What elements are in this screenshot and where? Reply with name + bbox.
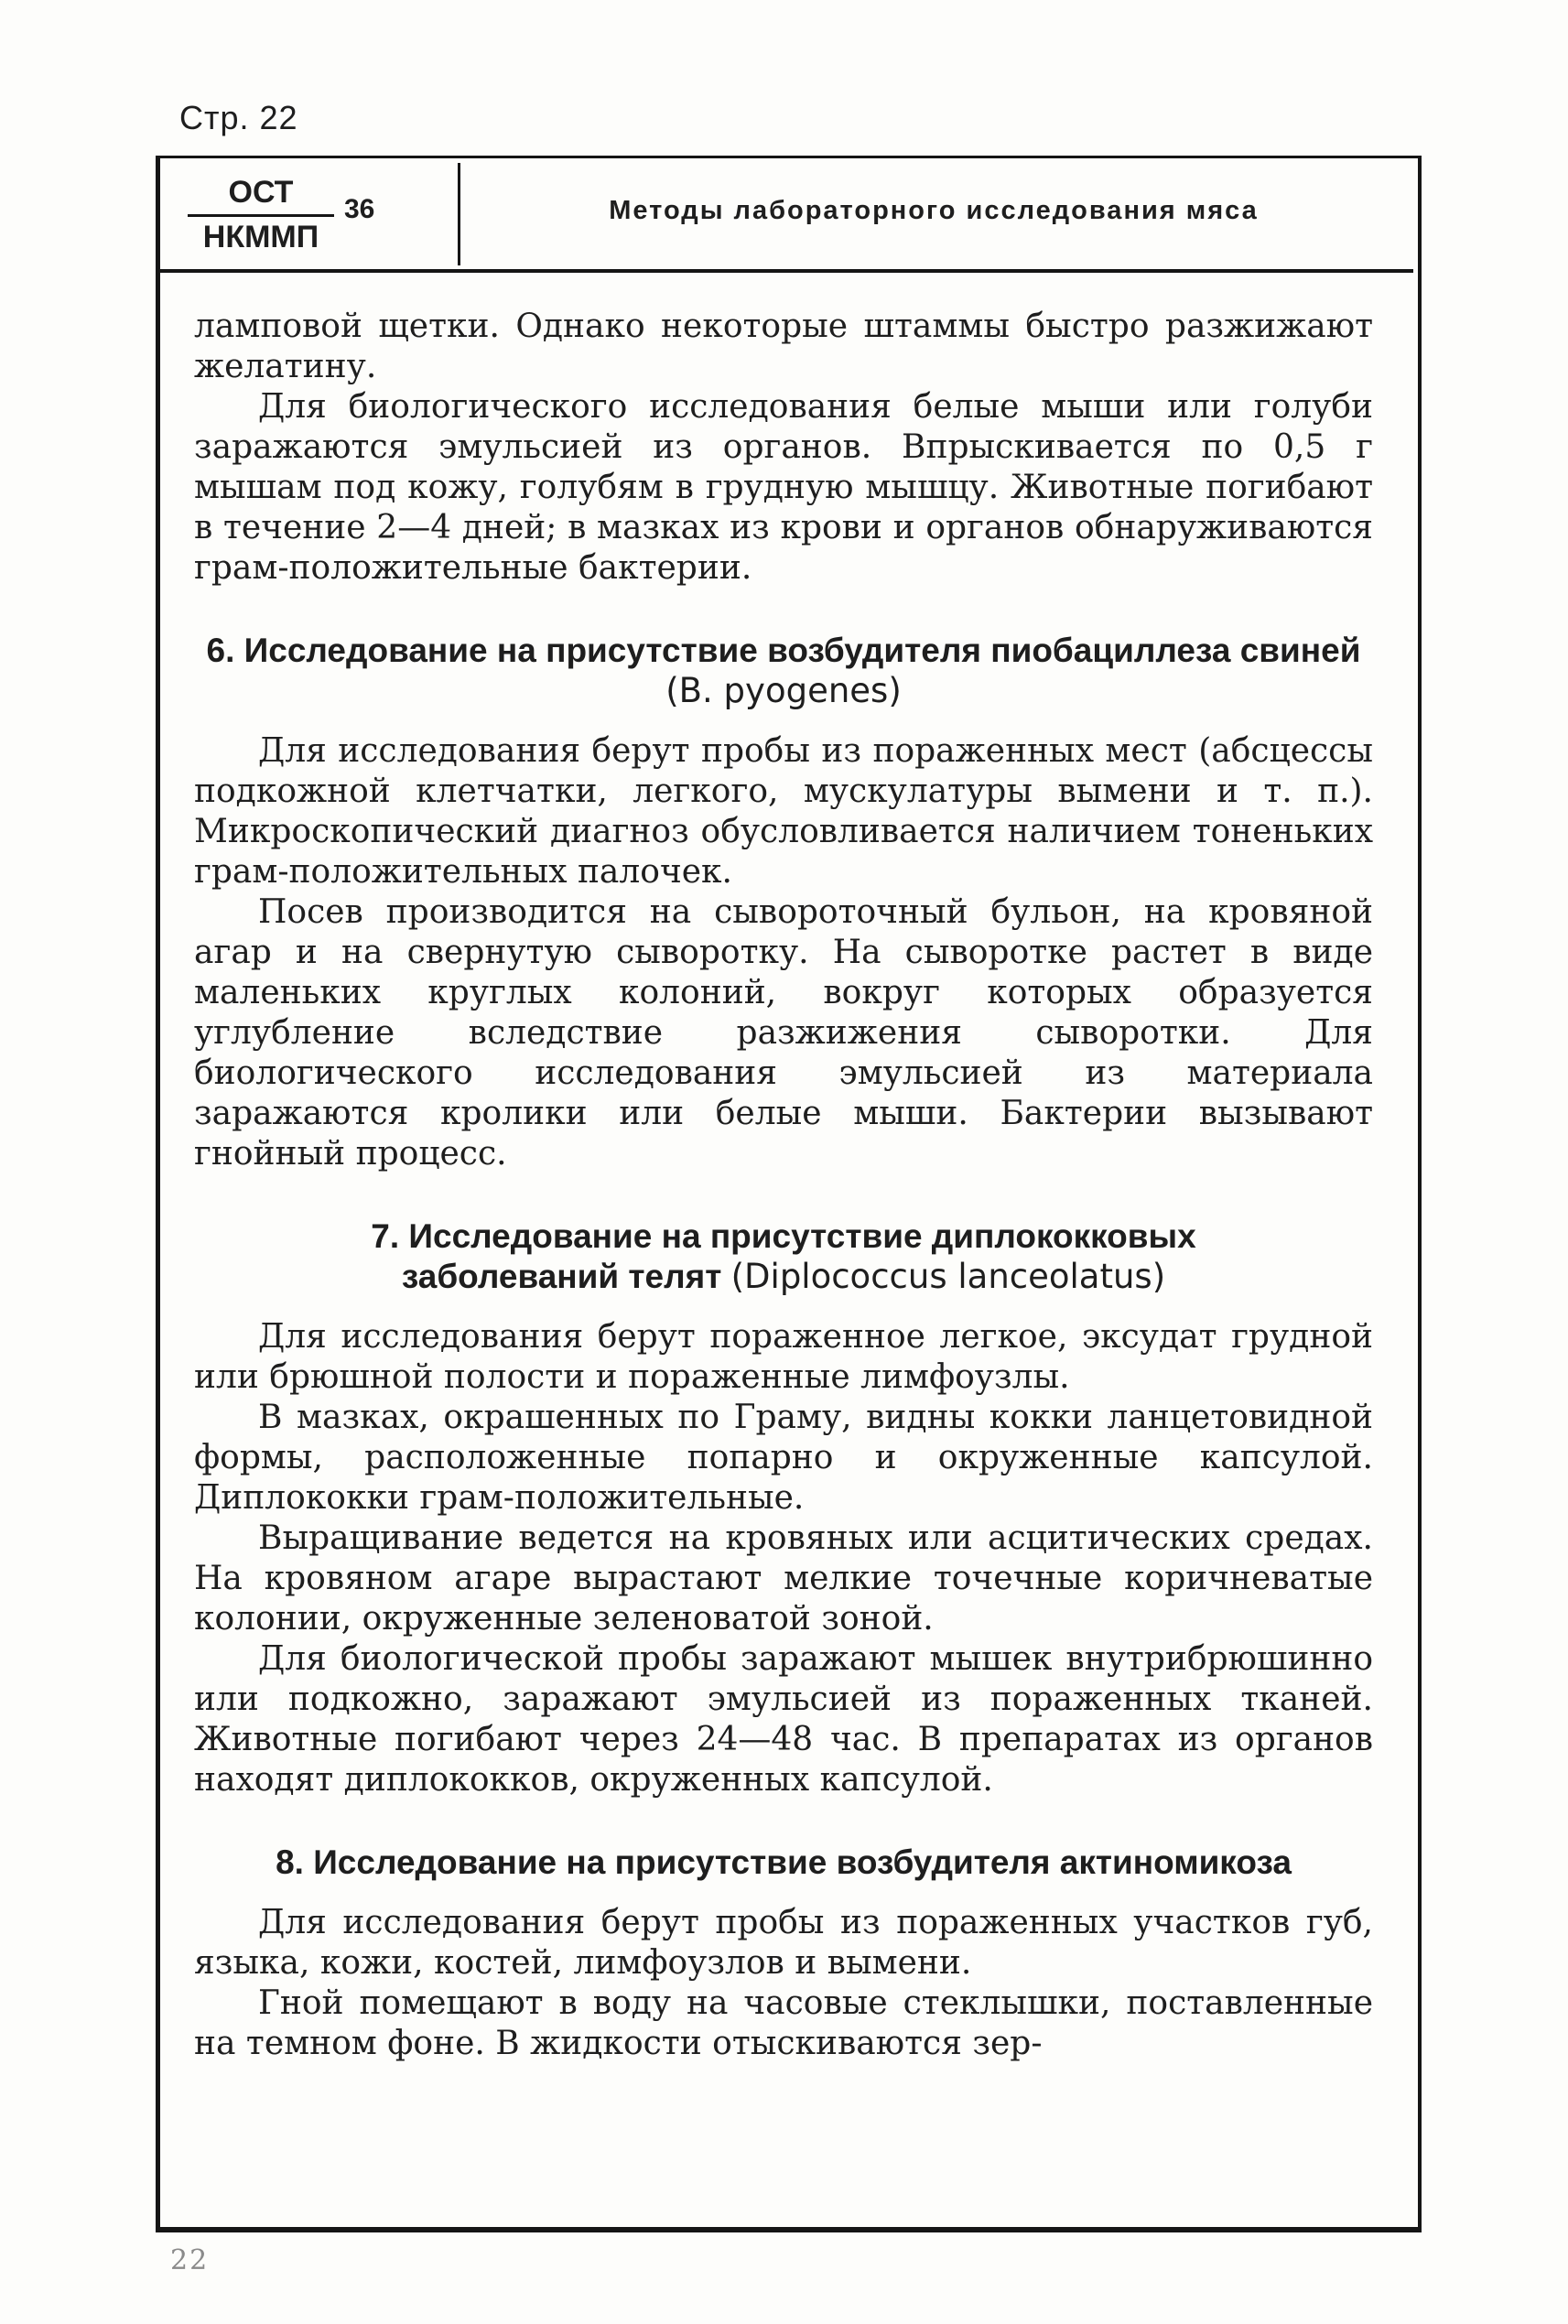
paragraph: Для исследования берут пораженное легкое, эксудат грудной или брюшной полости и пораженные лимфоузлы. (194, 1318, 1373, 1396)
section-heading-6 (194, 631, 1373, 711)
paragraph: В мазках, окрашенных по Граму, видны кокки ланцетовидной формы, расположенные попарно и окруженные капсулой. Диплококки грам-положительные. (194, 1399, 1373, 1517)
heading-text: 6. Исследование на присутствие возбудителя пиобациллеза свиней (206, 632, 1361, 669)
paragraph: Для биологического исследования белые мыши или голуби заражаются эмульсией из органов. Впрыскивается по 0,5 г мышам под кожу, голубям в грудную мышцу. Животные погибают в течение 2—4 дней; в мазках из крови и органов обнаруживаются грам-положительные бактерии. (194, 388, 1373, 587)
footer-mark: 22 (170, 2244, 210, 2276)
heading-latin: (Diplococcus lanceolatus) (730, 1257, 1166, 1296)
paragraph: Гной помещают в воду на часовые стеклышки, поставленные на темном фоне. В жидкости отыскиваются зер- (194, 1984, 1373, 2062)
page-content (194, 307, 1373, 2064)
section-heading-7 (194, 1216, 1373, 1297)
paragraph: Для исследования берут пробы из пораженных участков губ, языка, кожи, костей, лимфоузлов и вымени. (194, 1904, 1373, 1982)
paragraph: Посев производится на сывороточный бульон, на кровяной агар и на свернутую сыворотку. На сыворотке растет в виде маленьких круглых колоний, вокруг которых образуется углубление вследствие разжижения сыворотки. Для биологического исследования эмульсией из материала заражаются кролики или белые мыши. Бактерии вызывают гнойный процесс. (194, 893, 1373, 1173)
ost-standard-label (188, 174, 334, 257)
heading-text: 8. Исследование на присутствие возбудителя актиномикоза (276, 1843, 1292, 1881)
ost-number: 36 (344, 194, 375, 224)
paragraph: Выращивание ведется на кровяных или асцитических средах. На кровяном агаре вырастают мелкие точечные коричневатые колонии, окруженные зеленоватой зоной. (194, 1519, 1373, 1638)
page-number: Стр. 22 (179, 99, 298, 136)
section-heading-8 (194, 1843, 1373, 1883)
paragraph: ламповой щетки. Однако некоторые штаммы быстро разжижают желатину. (194, 308, 1373, 385)
heading-latin: (B. pyogenes) (665, 671, 902, 710)
paragraph: Для исследования берут пробы из пораженных мест (абсцессы подкожной клетчатки, легкого, мускулатуры вымени и т. п.). Микроскопический диагноз обусловливается наличием тоненьких грам-положительных палочек. (194, 732, 1373, 891)
paragraph: Для биологической пробы заражают мышек внутрибрюшинно или подкожно, заражают эмульсией из пораженных тканей. Животные погибают через 24—48 час. В препаратах из органов находят диплококков, окруженных капсулой. (194, 1640, 1373, 1799)
ost-bottom: НКММП (202, 220, 319, 254)
heading-text: 7. Исследование на присутствие диплококковых заболеваний телят (371, 1217, 1196, 1295)
ost-top: ОСТ (188, 174, 334, 217)
header-title: Методы лабораторного исследования мяса (609, 196, 1259, 225)
header-divider (458, 163, 460, 265)
